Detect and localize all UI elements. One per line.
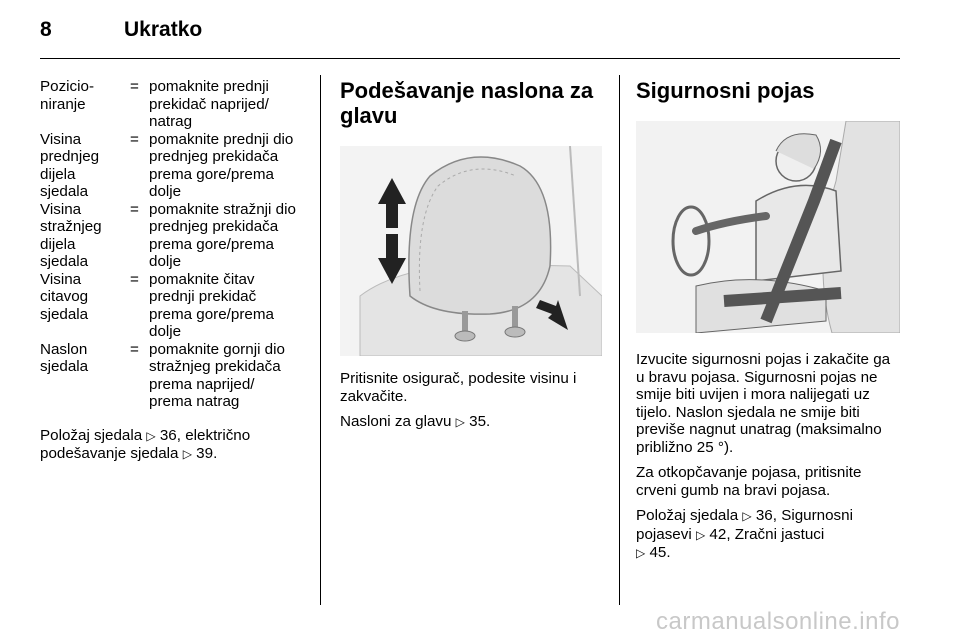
control-name: Visina stražnjeg dijela sjedala — [40, 200, 102, 270]
page-ref-arrow-icon: ▷ — [742, 509, 752, 523]
page-ref-arrow-icon: ▷ — [636, 546, 646, 560]
control-action: pomaknite prednji dio prednjeg prekidača prema gore/prema dolje — [149, 130, 294, 200]
headrest-instruction: Pritisnite osigurač, podesite visinu i zakvačite. — [340, 370, 577, 405]
seat-control-row — [40, 78, 308, 131]
seatbelt-illustration — [636, 121, 900, 333]
control-name: Visina prednjeg dijela sjedala — [40, 130, 100, 200]
page-number: 8 — [40, 18, 52, 41]
seat-control-row — [40, 341, 308, 411]
seatbelt-column — [636, 78, 902, 571]
ref-page[interactable]: 42 — [709, 525, 727, 543]
headrest-heading: Podešavanje naslona za glavu — [340, 78, 594, 128]
ref-text: Položaj sjedala — [40, 426, 147, 444]
headrest-reference — [340, 413, 602, 432]
control-action: pomaknite stražnji dio prednjeg prekidača prema gore/prema dolje — [149, 200, 296, 270]
control-action: pomaknite čitav prednji prekidač prema gore/prema dolje — [149, 270, 274, 340]
control-name: Naslon sjedala — [40, 340, 89, 375]
headrest-illustration — [340, 146, 602, 356]
column-divider-2 — [619, 75, 620, 605]
equals-sign: = — [130, 78, 139, 95]
ref-text: , Sigurnosni pojasevi — [636, 507, 853, 543]
watermark: carmanualsonline.info — [656, 608, 900, 635]
seat-controls-table — [40, 78, 308, 411]
seatbelt-release: Za otkopčavanje pojasa, pritisnite crveni gumb na bravi pojasa. — [636, 464, 862, 499]
ref-text: , Zračni jastuci — [726, 525, 825, 543]
column-divider-1 — [320, 75, 321, 605]
headrest-column — [340, 78, 602, 440]
equals-sign: = — [130, 340, 139, 358]
control-name: Pozicio- niranje — [40, 78, 95, 113]
seat-references — [40, 427, 308, 464]
control-name: Visina citavog sjedala — [40, 270, 89, 323]
equals-sign: = — [130, 270, 139, 288]
seat-control-row — [40, 271, 308, 341]
ref-page[interactable]: 36 — [755, 507, 773, 524]
ref-text: Nasloni za glavu — [340, 413, 456, 430]
header-rule — [40, 58, 900, 59]
ref-page[interactable]: 45. — [649, 544, 671, 561]
page-title: Ukratko — [124, 18, 203, 41]
page-ref-arrow-icon: ▷ — [182, 447, 192, 461]
equals-sign: = — [130, 200, 139, 218]
ref-text: Položaj sjedala — [636, 507, 743, 524]
page-ref-arrow-icon: ▷ — [695, 527, 706, 542]
page-ref-arrow-icon: ▷ — [455, 415, 465, 429]
seatbelt-references — [636, 507, 902, 563]
seat-control-row — [40, 131, 308, 201]
ref-page[interactable]: 35. — [469, 413, 491, 430]
control-action: pomaknite gornji dio stražnjeg prekidača prema naprijed/ prema natrag — [149, 340, 285, 410]
page-ref-arrow-icon: ▷ — [146, 428, 156, 443]
equals-sign: = — [130, 130, 139, 148]
ref-page[interactable]: 39. — [196, 445, 218, 462]
ref-page[interactable]: 36 — [159, 426, 177, 444]
ref-text: , električno podešavanje sjedala — [40, 426, 251, 462]
seat-control-row — [40, 201, 308, 271]
seatbelt-instruction: Izvucite sigurnosni pojas i zakačite ga u bravu pojasa. Sigurnosni pojas ne smije biti uvijen i mora nalijegati uz tijelo. Naslon sjedala ne smije biti previše nagnut unatrag (maksimalno približno 25 °). — [636, 351, 891, 456]
seat-adjustment-column — [40, 78, 308, 472]
seatbelt-heading: Sigurnosni pojas — [636, 78, 815, 103]
control-action: pomaknite prednji prekidač naprijed/ natrag — [149, 78, 269, 130]
